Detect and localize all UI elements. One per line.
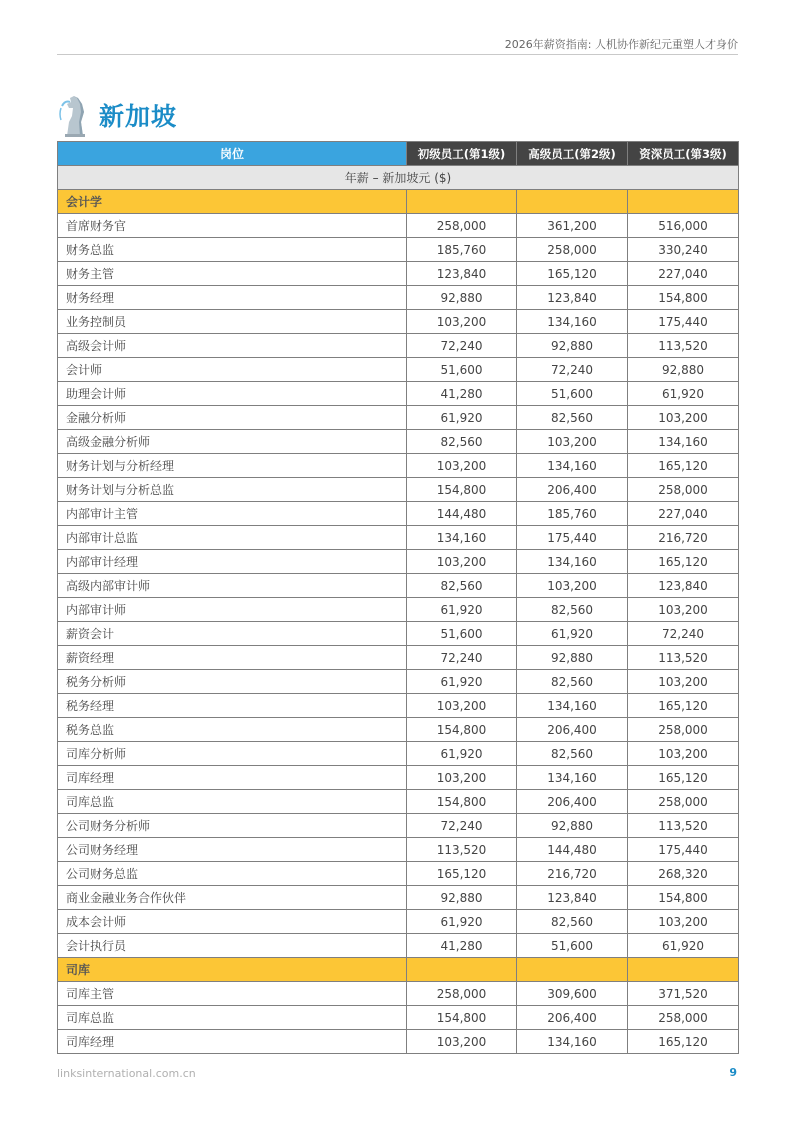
running-header-title: 2026年薪资指南: 人机协作新纪元重塑人才身价 xyxy=(504,38,738,51)
table-row xyxy=(58,862,739,886)
section-title: 会计学 xyxy=(58,190,407,214)
salary-level-2-cell: 206,400 xyxy=(517,1006,628,1030)
role-name-cell: 财务主管 xyxy=(58,262,407,286)
table-row xyxy=(58,886,739,910)
role-name-cell: 内部审计师 xyxy=(58,598,407,622)
salary-level-2-cell: 103,200 xyxy=(517,430,628,454)
role-name-cell: 高级内部审计师 xyxy=(58,574,407,598)
role-name-cell: 财务经理 xyxy=(58,286,407,310)
role-name-cell: 高级金融分析师 xyxy=(58,430,407,454)
role-name-cell: 内部审计经理 xyxy=(58,550,407,574)
salary-level-1-cell: 72,240 xyxy=(407,334,517,358)
salary-level-1-cell: 92,880 xyxy=(407,886,517,910)
salary-level-2-cell: 61,920 xyxy=(517,622,628,646)
salary-level-1-cell: 154,800 xyxy=(407,1006,517,1030)
salary-level-2-cell: 144,480 xyxy=(517,838,628,862)
salary-level-2-cell: 82,560 xyxy=(517,598,628,622)
salary-level-2-cell: 123,840 xyxy=(517,286,628,310)
salary-level-3-cell: 154,800 xyxy=(628,286,739,310)
salary-level-3-cell: 258,000 xyxy=(628,478,739,502)
table-row xyxy=(58,238,739,262)
salary-level-3-cell: 92,880 xyxy=(628,358,739,382)
salary-level-1-cell: 61,920 xyxy=(407,670,517,694)
salary-level-3-cell: 61,920 xyxy=(628,934,739,958)
salary-level-1-cell: 82,560 xyxy=(407,430,517,454)
role-name-cell: 司库总监 xyxy=(58,790,407,814)
column-header-role: 岗位 xyxy=(58,142,407,166)
salary-level-2-cell: 82,560 xyxy=(517,742,628,766)
table-row xyxy=(58,694,739,718)
salary-table xyxy=(57,141,739,1054)
table-row xyxy=(58,526,739,550)
role-name-cell: 公司财务总监 xyxy=(58,862,407,886)
table-header-row xyxy=(58,142,739,166)
role-name-cell: 业务控制员 xyxy=(58,310,407,334)
role-name-cell: 商业金融业务合作伙伴 xyxy=(58,886,407,910)
salary-level-1-cell: 134,160 xyxy=(407,526,517,550)
table-body xyxy=(58,166,739,1054)
table-row xyxy=(58,598,739,622)
table-row xyxy=(58,478,739,502)
role-name-cell: 司库总监 xyxy=(58,1006,407,1030)
section-empty-cell xyxy=(407,190,517,214)
table-row xyxy=(58,574,739,598)
salary-level-3-cell: 165,120 xyxy=(628,550,739,574)
table-row xyxy=(58,454,739,478)
salary-level-1-cell: 51,600 xyxy=(407,622,517,646)
salary-level-2-cell: 165,120 xyxy=(517,262,628,286)
section-empty-cell xyxy=(628,190,739,214)
salary-level-2-cell: 82,560 xyxy=(517,670,628,694)
unit-label: 年薪 – 新加坡元 ($) xyxy=(58,166,739,190)
salary-level-3-cell: 165,120 xyxy=(628,1030,739,1054)
salary-level-2-cell: 185,760 xyxy=(517,502,628,526)
salary-level-3-cell: 330,240 xyxy=(628,238,739,262)
salary-level-3-cell: 516,000 xyxy=(628,214,739,238)
salary-level-3-cell: 216,720 xyxy=(628,526,739,550)
salary-level-2-cell: 206,400 xyxy=(517,790,628,814)
role-name-cell: 司库经理 xyxy=(58,1030,407,1054)
salary-level-1-cell: 103,200 xyxy=(407,1030,517,1054)
salary-level-1-cell: 144,480 xyxy=(407,502,517,526)
salary-level-1-cell: 72,240 xyxy=(407,646,517,670)
salary-level-1-cell: 154,800 xyxy=(407,718,517,742)
role-name-cell: 薪资经理 xyxy=(58,646,407,670)
role-name-cell: 金融分析师 xyxy=(58,406,407,430)
salary-level-1-cell: 165,120 xyxy=(407,862,517,886)
role-name-cell: 财务总监 xyxy=(58,238,407,262)
role-name-cell: 司库经理 xyxy=(58,766,407,790)
salary-level-3-cell: 268,320 xyxy=(628,862,739,886)
role-name-cell: 司库分析师 xyxy=(58,742,407,766)
salary-level-1-cell: 113,520 xyxy=(407,838,517,862)
salary-level-3-cell: 103,200 xyxy=(628,406,739,430)
table-row xyxy=(58,358,739,382)
salary-level-3-cell: 103,200 xyxy=(628,742,739,766)
table-row xyxy=(58,670,739,694)
table-row xyxy=(58,406,739,430)
salary-level-3-cell: 113,520 xyxy=(628,334,739,358)
salary-level-2-cell: 206,400 xyxy=(517,478,628,502)
salary-level-2-cell: 134,160 xyxy=(517,1030,628,1054)
salary-level-2-cell: 134,160 xyxy=(517,766,628,790)
salary-level-3-cell: 61,920 xyxy=(628,382,739,406)
salary-level-1-cell: 61,920 xyxy=(407,598,517,622)
salary-level-1-cell: 258,000 xyxy=(407,214,517,238)
page-title-block xyxy=(57,92,177,138)
table-row xyxy=(58,766,739,790)
salary-level-2-cell: 92,880 xyxy=(517,814,628,838)
salary-level-3-cell: 72,240 xyxy=(628,622,739,646)
salary-level-2-cell: 361,200 xyxy=(517,214,628,238)
salary-level-3-cell: 371,520 xyxy=(628,982,739,1006)
salary-level-2-cell: 92,880 xyxy=(517,334,628,358)
table-row xyxy=(58,286,739,310)
salary-level-1-cell: 185,760 xyxy=(407,238,517,262)
salary-level-3-cell: 103,200 xyxy=(628,598,739,622)
role-name-cell: 会计执行员 xyxy=(58,934,407,958)
salary-level-2-cell: 134,160 xyxy=(517,694,628,718)
salary-level-3-cell: 258,000 xyxy=(628,718,739,742)
salary-level-2-cell: 72,240 xyxy=(517,358,628,382)
table-row xyxy=(58,1030,739,1054)
role-name-cell: 成本会计师 xyxy=(58,910,407,934)
table-row xyxy=(58,934,739,958)
role-name-cell: 首席财务官 xyxy=(58,214,407,238)
salary-level-3-cell: 123,840 xyxy=(628,574,739,598)
role-name-cell: 税务经理 xyxy=(58,694,407,718)
running-header xyxy=(57,36,738,55)
salary-level-2-cell: 123,840 xyxy=(517,886,628,910)
role-name-cell: 税务分析师 xyxy=(58,670,407,694)
salary-level-1-cell: 103,200 xyxy=(407,550,517,574)
role-name-cell: 内部审计总监 xyxy=(58,526,407,550)
salary-level-1-cell: 103,200 xyxy=(407,454,517,478)
salary-level-3-cell: 175,440 xyxy=(628,838,739,862)
salary-level-3-cell: 113,520 xyxy=(628,646,739,670)
merlion-statue-icon xyxy=(57,92,93,138)
role-name-cell: 财务计划与分析总监 xyxy=(58,478,407,502)
table-row xyxy=(58,550,739,574)
section-empty-cell xyxy=(407,958,517,982)
salary-level-3-cell: 227,040 xyxy=(628,502,739,526)
table-row xyxy=(58,382,739,406)
salary-level-2-cell: 103,200 xyxy=(517,574,628,598)
table-row xyxy=(58,646,739,670)
table-row xyxy=(58,1006,739,1030)
role-name-cell: 会计师 xyxy=(58,358,407,382)
salary-level-2-cell: 216,720 xyxy=(517,862,628,886)
salary-level-2-cell: 134,160 xyxy=(517,454,628,478)
salary-level-1-cell: 103,200 xyxy=(407,310,517,334)
table-row xyxy=(58,814,739,838)
salary-level-2-cell: 206,400 xyxy=(517,718,628,742)
salary-level-2-cell: 82,560 xyxy=(517,910,628,934)
role-name-cell: 财务计划与分析经理 xyxy=(58,454,407,478)
table-row xyxy=(58,214,739,238)
salary-level-1-cell: 92,880 xyxy=(407,286,517,310)
salary-level-3-cell: 258,000 xyxy=(628,790,739,814)
salary-level-1-cell: 103,200 xyxy=(407,766,517,790)
column-header-level-1: 初级员工(第1级) xyxy=(407,142,517,166)
salary-level-1-cell: 61,920 xyxy=(407,910,517,934)
table-row xyxy=(58,742,739,766)
salary-level-1-cell: 154,800 xyxy=(407,478,517,502)
salary-level-3-cell: 165,120 xyxy=(628,694,739,718)
salary-level-1-cell: 103,200 xyxy=(407,694,517,718)
footer-url: linksinternational.com.cn xyxy=(57,1067,196,1080)
salary-level-1-cell: 258,000 xyxy=(407,982,517,1006)
salary-level-3-cell: 175,440 xyxy=(628,310,739,334)
role-name-cell: 税务总监 xyxy=(58,718,407,742)
salary-level-2-cell: 51,600 xyxy=(517,934,628,958)
salary-level-2-cell: 309,600 xyxy=(517,982,628,1006)
salary-level-1-cell: 41,280 xyxy=(407,934,517,958)
salary-level-3-cell: 154,800 xyxy=(628,886,739,910)
table-row xyxy=(58,718,739,742)
salary-level-1-cell: 51,600 xyxy=(407,358,517,382)
table-row xyxy=(58,430,739,454)
salary-level-1-cell: 61,920 xyxy=(407,406,517,430)
salary-level-1-cell: 123,840 xyxy=(407,262,517,286)
salary-level-2-cell: 82,560 xyxy=(517,406,628,430)
section-row xyxy=(58,190,739,214)
table-row xyxy=(58,982,739,1006)
column-header-level-3: 资深员工(第3级) xyxy=(628,142,739,166)
salary-level-3-cell: 134,160 xyxy=(628,430,739,454)
role-name-cell: 司库主管 xyxy=(58,982,407,1006)
salary-level-2-cell: 92,880 xyxy=(517,646,628,670)
table-row xyxy=(58,310,739,334)
section-empty-cell xyxy=(628,958,739,982)
table-row xyxy=(58,262,739,286)
salary-level-1-cell: 72,240 xyxy=(407,814,517,838)
salary-level-3-cell: 165,120 xyxy=(628,766,739,790)
salary-level-3-cell: 103,200 xyxy=(628,670,739,694)
salary-level-3-cell: 227,040 xyxy=(628,262,739,286)
section-row xyxy=(58,958,739,982)
salary-level-2-cell: 51,600 xyxy=(517,382,628,406)
salary-level-2-cell: 134,160 xyxy=(517,550,628,574)
section-title: 司库 xyxy=(58,958,407,982)
table-row xyxy=(58,838,739,862)
salary-level-3-cell: 113,520 xyxy=(628,814,739,838)
salary-level-2-cell: 134,160 xyxy=(517,310,628,334)
salary-level-3-cell: 258,000 xyxy=(628,1006,739,1030)
role-name-cell: 高级会计师 xyxy=(58,334,407,358)
salary-level-3-cell: 103,200 xyxy=(628,910,739,934)
page-title: 新加坡 xyxy=(99,102,178,131)
salary-level-1-cell: 82,560 xyxy=(407,574,517,598)
salary-level-1-cell: 61,920 xyxy=(407,742,517,766)
table-row xyxy=(58,502,739,526)
table-row xyxy=(58,334,739,358)
role-name-cell: 公司财务经理 xyxy=(58,838,407,862)
role-name-cell: 助理会计师 xyxy=(58,382,407,406)
role-name-cell: 薪资会计 xyxy=(58,622,407,646)
unit-row xyxy=(58,166,739,190)
page-number: 9 xyxy=(729,1066,737,1079)
salary-level-2-cell: 258,000 xyxy=(517,238,628,262)
salary-level-2-cell: 175,440 xyxy=(517,526,628,550)
section-empty-cell xyxy=(517,958,628,982)
table-row xyxy=(58,910,739,934)
section-empty-cell xyxy=(517,190,628,214)
salary-level-3-cell: 165,120 xyxy=(628,454,739,478)
role-name-cell: 内部审计主管 xyxy=(58,502,407,526)
table-row xyxy=(58,622,739,646)
salary-level-1-cell: 41,280 xyxy=(407,382,517,406)
role-name-cell: 公司财务分析师 xyxy=(58,814,407,838)
salary-level-1-cell: 154,800 xyxy=(407,790,517,814)
table-row xyxy=(58,790,739,814)
column-header-level-2: 高级员工(第2级) xyxy=(517,142,628,166)
